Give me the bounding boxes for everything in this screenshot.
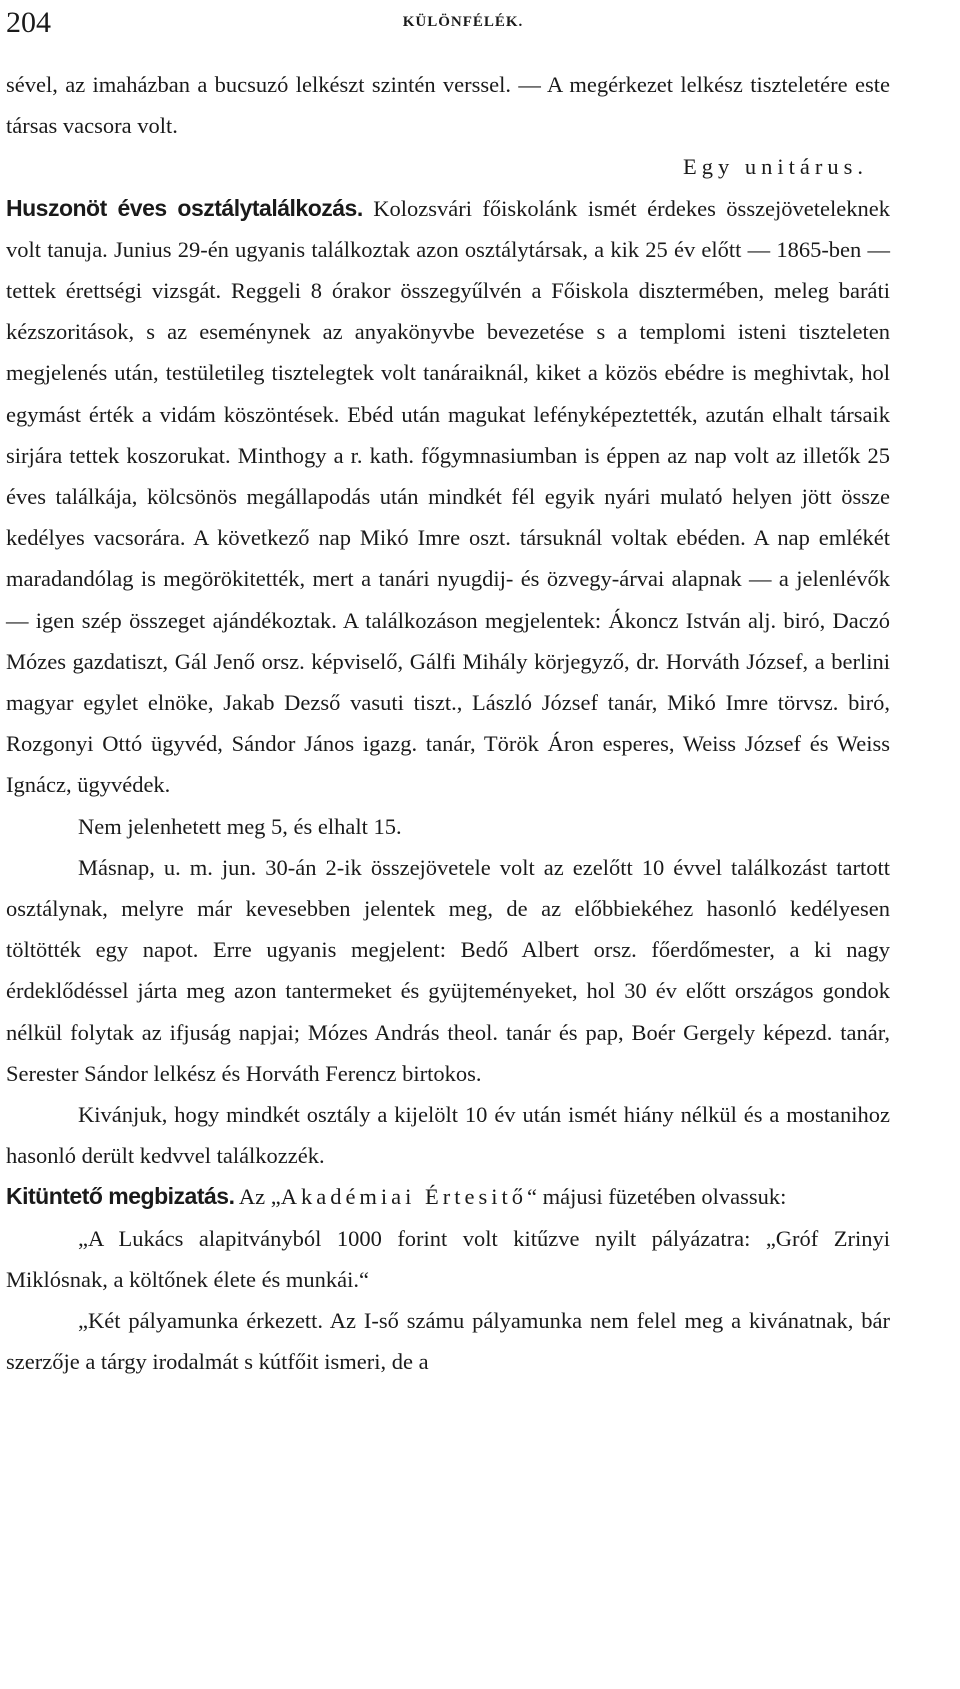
signature: Egy unitárus. — [683, 154, 868, 180]
page-number: 204 — [6, 6, 51, 39]
paragraph-8: „Két pályamunka érkezett. Az I-ső számu pályamunka nem felel meg a kivánatnak, bár szerzője a tárgy irodalmát s kútfőit ismeri, de a — [6, 1308, 890, 1375]
paragraph-7: „A Lukács alapitványból 1000 forint volt kitűzve nyilt pályázatra: „Gróf Zrinyi Miklósnak, a költőnek élete és munkái.“ — [6, 1225, 890, 1292]
section-title-reunion: Huszonöt éves osztálytalálkozás. — [6, 194, 363, 221]
body-text — [6, 64, 890, 1383]
paragraph-6 — [6, 1176, 890, 1217]
paragraph-4: Másnap, u. m. jun. 30-án 2-ik összejövetele volt az ezelőtt 10 évvel találkozást tartott osztálynak, melyre már kevesebben jelentek meg, de az előbbiekéhez hasonló kedélyesen töltötték egy napot. Erre ugyanis megjelent: Bedő Albert orsz. főerdőmester, a ki nagy érdeklődéssel járta meg azon tantermeket és gyüjteményeket, hol 30 év előtt országos gondok nélkül folytak az ifjuság napjai; Mózes András theol. tanár és pap, Boér Gergely képezd. tanár, Serester Sándor lelkész és Horváth Ferencz birtokos. — [6, 854, 890, 1086]
paragraph-2-text: Kolozsvári főiskolánk ismét érdekes összejöveteleknek volt tanuja. Junius 29-én ugyanis találkoztak azon osztálytársak, a kik 25 év előtt — 1865-ben — tettek érettségi vizsgát. Reggeli 8 órakor összegyűlvén a Főiskola disztermében, meleg baráti kézszoritások, s az eseménynek az anyakönyvbe bevezetése s a templomi isteni tiszteleten megjelenés után, testületileg tisztelegtek volt tanáraiknál, kiket a közös ebédre is meghivtak, hol egymást érték a vidám köszöntések. Ebéd után magukat lefényképeztették, azután elhalt társaik sirjára tettek koszorukat. Minthogy a r. kath. főgymnasiumban is éppen az nap volt az illetők 25 éves találkája, kölcsönös megállapodás után mindkét fél egyik nyári mulató helyen jött össze kedélyes vacsorára. A következő nap Mikó Imre oszt. társuknál voltak ebéden. A nap emlékét maradandólag is megörökitették, mert a tanári nyugdij- és özvegy-árvai alapnak — a jelenlévők — igen szép összeget ajándékoztak. A találkozáson megjelentek: Ákoncz István alj. biró, Daczó Mózes gazdatiszt, Gál Jenő orsz. képviselő, Gálfi Mihály körjegyző, dr. Horváth József, a berlini magyar egylet elnöke, Jakab Dezső vasuti tiszt., László József tanár, Mikó Imre törvsz. biró, Rozgonyi Ottó ügyvéd, Sándor János igazg. tanár, Török Áron esperes, Weiss József és Weiss Ignácz, ügyvédek. — [6, 195, 890, 798]
paragraph-3: Nem jelenhetett meg 5, és elhalt 15. — [78, 813, 402, 839]
page-header — [6, 4, 920, 44]
paragraph-2 — [6, 188, 890, 806]
paragraph-6-text-a: Az „ — [234, 1184, 281, 1210]
journal-title: Akadémiai Értesitő — [280, 1184, 528, 1210]
paragraph-5: Kivánjuk, hogy mindkét osztály a kijelölt 10 év után ismét hiány nélkül és a mostanihoz hasonló derült kedvvel találkozzék. — [6, 1102, 890, 1169]
paragraph-1: sével, az imaházban a bucsuzó lelkészt szintén verssel. — A megérkezet lelkész tiszteletére este társas vacsora volt. — [6, 72, 890, 139]
paragraph-6-text-b: “ májusi füzetében olvassuk: — [527, 1184, 787, 1210]
running-head: KÜLÖNFÉLÉK. — [402, 14, 524, 30]
section-title-commission: Kitüntető megbizatás. — [6, 1183, 235, 1210]
